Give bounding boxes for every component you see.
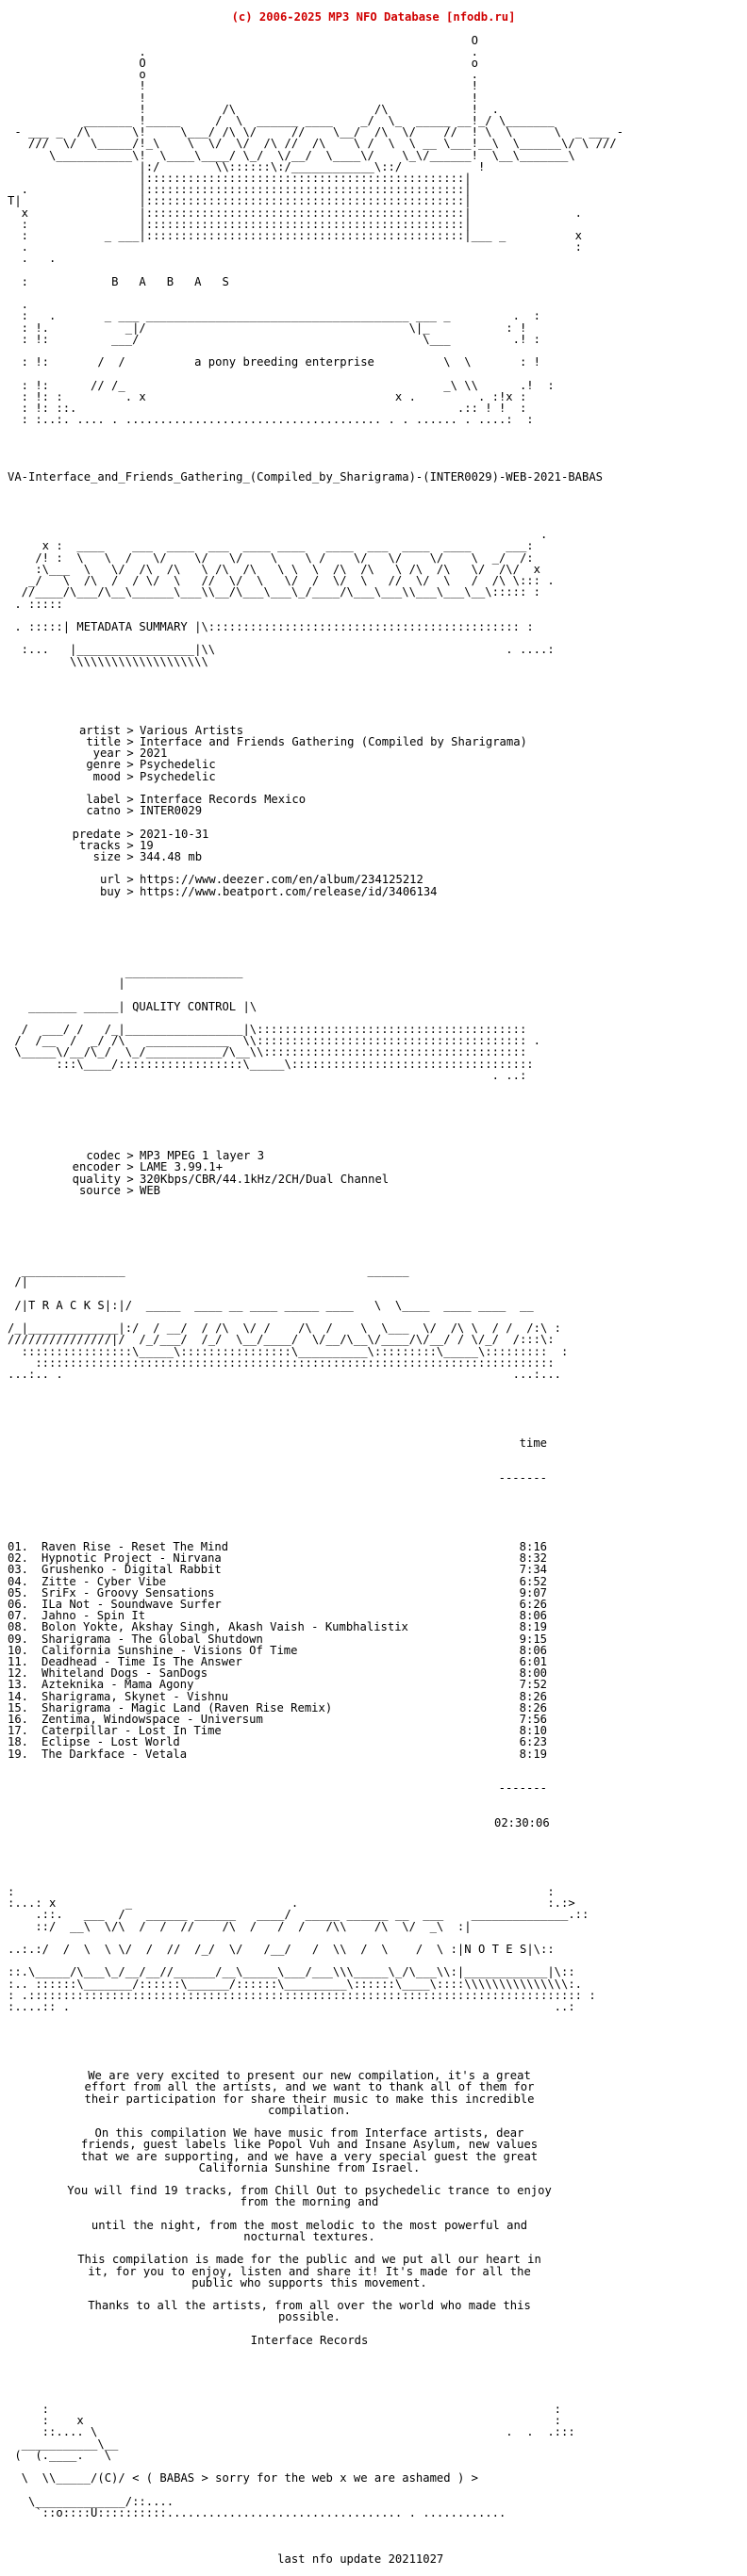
field-value: Psychedelic bbox=[140, 769, 216, 783]
copyright-header: (c) 2006-2025 MP3 NFO Database [nfodb.ru] bbox=[231, 10, 516, 25]
track-row bbox=[8, 1748, 739, 1760]
time-header-rule: ------- bbox=[498, 1470, 547, 1485]
field-value: Psychedelic bbox=[140, 758, 216, 772]
babas-logo-art: O . . O o o . ! ! ! ! ! /\ /\ ! . _______ !_____ / \ ______ ____ _/ \_ _____ __!_/ \_______ - ___ _ /\ \! \___/ /\ \/ // \__/ /\ \/ // ! \ \ \ _ ___ - /// \/ \_____/!_\ \ \/ \/ /\ // /\ \ / \ \ __ \___!__\ \______\/ \ /// \___________\! \____\____/ \_/ \/__/ \____\/ \_\/______! \__\_______\ |:/ \\::::::\:/____________\::/ ! |::::::::::::::::::::::::::::::::::::::::::::::| . |::::::::::::::::::::::::::::::::::::::::::::::| T| |::::::::::::::::::::::::::::::::::::::::::::::| x |::::::::::::::::::::::::::::::::::::::::::::::| . : |::::::::::::::::::::::::::::::::::::::::::::::| : _ ___|::::::::::::::::::::::::::::::::::::::::::::::|___ _ x . : . . bbox=[8, 33, 624, 266]
track-number: 01. bbox=[8, 1539, 29, 1553]
field-value: 19 bbox=[140, 838, 154, 852]
track-title: Azteknika - Mama Agony bbox=[42, 1678, 194, 1692]
track-time: 6:23 bbox=[519, 1735, 547, 1749]
field-value: LAME 3.99.1+ bbox=[140, 1160, 224, 1174]
track-title: Jahno - Spin It bbox=[42, 1609, 146, 1623]
track-time: 6:01 bbox=[519, 1654, 547, 1668]
babas-logo-tagline-line: : !: / / a pony breeding enterprise \ \ : ! bbox=[8, 355, 541, 369]
track-title: Zentima, Windowspace - Universum bbox=[42, 1712, 263, 1726]
track-time: 8:32 bbox=[519, 1551, 547, 1566]
quality-field-quality bbox=[8, 1173, 739, 1185]
field-label: tracks bbox=[78, 838, 121, 852]
track-title: Zitte - Cyber Vibe bbox=[42, 1574, 167, 1588]
field-label: label bbox=[86, 792, 121, 806]
track-number: 05. bbox=[8, 1585, 29, 1600]
track-time: 7:34 bbox=[519, 1563, 547, 1577]
track-number: 14. bbox=[8, 1689, 29, 1703]
tracks-title-line: /|T R A C K S|:|/ _____ ____ __ ____ _____ ____ \ \____ ____ ____ __ bbox=[8, 1298, 534, 1312]
metadata-field-mood bbox=[8, 771, 739, 782]
brand-letters: B A B A S bbox=[111, 274, 229, 288]
field-value: 344.48 mb bbox=[140, 849, 203, 863]
field-separator: > bbox=[126, 838, 134, 852]
track-title: Caterpillar - Lost In Time bbox=[42, 1724, 222, 1738]
metadata-banner-art: . x : ____ ___ ____ ___ ____ ____ ____ ___ ____ ____ ___: /! : \ \ / \/ \/ \/ \ \ / \/ \/ \/ \ _/ /: :\___ \ \/ /\ /\ \ /\ /\ \ \ \ /\ /\ \ /\ /\ \/ /\/ x _/ \ /\ / / \/ \ // \/ \ \/ / \/ \ // \/ \ / /\ \::: . //____/\___/\__\______\___\\__/\___\___\_/____/\___\___\\___\___\__\::::: : . ::::: bbox=[14, 528, 555, 611]
track-number: 02. bbox=[8, 1551, 29, 1566]
track-number: 17. bbox=[8, 1724, 29, 1738]
track-time: 8:19 bbox=[519, 1747, 547, 1761]
field-label: size bbox=[92, 849, 121, 863]
field-value: INTER0029 bbox=[140, 804, 203, 818]
field-label: encoder bbox=[72, 1160, 121, 1174]
track-number: 06. bbox=[8, 1597, 29, 1611]
field-label: codec bbox=[86, 1149, 121, 1163]
notes-banner-art-bottom: ::.\_____/\___\_/__/__//______/__\_____\___/___\\\_____\_/\___\\:|____________|\:: :.. ::::::\_______/::::::\______/::::::\_________\::::::\____\::::\\\\\\\\\\\\\\\:. : .:::::::::::::::::::::::::::::::::::::::::::::::::::::::::::::::::::::::::::::::: : :....:: . ..: bbox=[8, 1965, 596, 2014]
track-title: Whiteland Dogs - SanDogs bbox=[42, 1666, 208, 1681]
field-label: catno bbox=[86, 804, 121, 818]
notes-title-line: ..:.:/ / \ \ \/ / // /_/ \/ /__/ / \\ / \ / \ :|N O T E S|\:: bbox=[8, 1943, 555, 1957]
track-number: 09. bbox=[8, 1632, 29, 1646]
track-title: Sharigrama - Magic Land (Raven Rise Remix) bbox=[42, 1700, 333, 1715]
track-title: Sharigrama, Skynet - Vishnu bbox=[42, 1689, 229, 1703]
track-title: California Sunshine - Visions Of Time bbox=[42, 1643, 298, 1657]
track-title: Hypnotic Project - Nirvana bbox=[42, 1551, 222, 1566]
field-value: Interface and Friends Gathering (Compiled by Sharigrama) bbox=[140, 734, 527, 748]
metadata-section-title: METADATA SUMMARY bbox=[76, 619, 188, 633]
field-label: mood bbox=[92, 769, 121, 783]
track-number: 11. bbox=[8, 1654, 29, 1668]
metadata-field-genre bbox=[8, 759, 739, 770]
field-separator: > bbox=[126, 769, 134, 783]
track-number: 13. bbox=[8, 1678, 29, 1692]
field-separator: > bbox=[126, 723, 134, 737]
notes-paragraph: You will find 19 tracks, from Chill Out to psychedelic trance to enjoy from the morning and bbox=[67, 2184, 552, 2209]
field-label: title bbox=[86, 734, 121, 748]
track-number: 12. bbox=[8, 1666, 29, 1681]
babas-logo-art-lower: . : . _ ___ ______________________________________ ___ _ . : : !. _|/ \|_ : ! : !: ___/ \___ .! : bbox=[21, 298, 540, 346]
metadata-banner-art-bottom: :... |_________________|\\ . ....: \\\\\\\\\\\\\\\\\\\\ bbox=[21, 643, 555, 668]
field-label: genre bbox=[86, 758, 121, 772]
track-title: Deadhead - Time Is The Answer bbox=[42, 1654, 242, 1668]
track-number: 19. bbox=[8, 1747, 29, 1761]
field-value: MP3 MPEG 1 layer 3 bbox=[140, 1149, 265, 1163]
nfo-document bbox=[8, 0, 739, 2576]
tracks-section-title: T R A C K S bbox=[28, 1298, 105, 1312]
metadata-title-line: . :::::| METADATA SUMMARY |\::::::::::::::::::::::::::::::::::::::::::::: : bbox=[8, 619, 534, 633]
track-number: 08. bbox=[8, 1620, 29, 1634]
field-value: Various Artists bbox=[140, 723, 244, 737]
metadata-field-predate bbox=[8, 829, 739, 840]
track-time: 8:00 bbox=[519, 1666, 547, 1681]
track-title: ILa Not - Soundwave Surfer bbox=[42, 1597, 222, 1611]
track-number: 07. bbox=[8, 1609, 29, 1623]
track-title: Raven Rise - Reset The Mind bbox=[42, 1539, 229, 1553]
field-separator: > bbox=[126, 827, 134, 841]
field-value: Interface Records Mexico bbox=[140, 792, 307, 806]
track-row bbox=[8, 1691, 739, 1702]
field-separator: > bbox=[126, 1172, 134, 1186]
footer-slogan: < ( BABAS > sorry for the web x we are ashamed ) > bbox=[132, 2471, 478, 2486]
quality-field-source bbox=[8, 1185, 739, 1196]
field-value: 2021-10-31 bbox=[140, 827, 209, 841]
field-value: 320Kbps/CBR/44.1kHz/2CH/Dual Channel bbox=[140, 1172, 390, 1186]
notes-section-title: N O T E S bbox=[464, 1943, 527, 1957]
field-value[interactable]: https://www.deezer.com/en/album/234125212 bbox=[140, 873, 423, 887]
time-header: time bbox=[519, 1436, 547, 1451]
track-time: 8:26 bbox=[519, 1700, 547, 1715]
track-time: 9:15 bbox=[519, 1632, 547, 1646]
track-row bbox=[8, 1679, 739, 1690]
track-row bbox=[8, 1736, 739, 1747]
track-time: 7:52 bbox=[519, 1678, 547, 1692]
field-separator: > bbox=[126, 1160, 134, 1174]
metadata-field-size bbox=[8, 851, 739, 862]
field-label: predate bbox=[72, 827, 121, 841]
track-title: Eclipse - Lost World bbox=[42, 1735, 180, 1749]
field-label: year bbox=[92, 747, 121, 761]
total-time: 02:30:06 bbox=[494, 1815, 550, 1829]
field-label: buy bbox=[99, 884, 121, 898]
metadata-field-catno bbox=[8, 805, 739, 816]
logo-tagline: a pony breeding enterprise bbox=[194, 355, 374, 369]
quality-banner-art: _________________ | bbox=[118, 964, 243, 991]
notes-paragraph: We are very excited to present our new compilation, it's a great effort from all the artists, and we want to thank all of them for their participation for share their music to make this incredible compilation. bbox=[84, 2069, 535, 2117]
field-label: url bbox=[99, 873, 121, 887]
babas-logo-brand-line: : B A B A S bbox=[8, 274, 229, 288]
footer-art: : : : x : ::.... \ . . .::: ___________\__ ( (.____. \ bbox=[14, 2403, 575, 2462]
field-separator: > bbox=[126, 747, 134, 761]
track-time: 6:26 bbox=[519, 1597, 547, 1611]
track-title: Bolon Yokte, Akshay Singh, Akash Vaish - Kumbhalistix bbox=[42, 1620, 408, 1634]
notes-banner-art: : : :...: x _ . :.:> .::. ___ / ______ ______ ____/ _____ ______ __ ___ ______________.:: ::/ __\ \/\ / / // /\ / / / /\\ /\ \/ _\ :| bbox=[8, 1885, 589, 1933]
track-number: 16. bbox=[8, 1712, 29, 1726]
tracklist bbox=[8, 1415, 739, 1841]
field-label: quality bbox=[72, 1172, 121, 1186]
field-separator: > bbox=[126, 734, 134, 748]
track-title: Sharigrama - The Global Shutdown bbox=[42, 1632, 263, 1646]
notes-paragraph: On this compilation We have music from Interface artists, dear friends, guest labels like Popol Vuh and Insane Asylum, new values that we are supporting, and we have a very special guest the great California Sunshine from Israel. bbox=[80, 2126, 539, 2174]
field-separator: > bbox=[126, 758, 134, 772]
quality-title-line: _______ _____| QUALITY CONTROL |\ bbox=[8, 999, 257, 1013]
quality-section-title: QUALITY CONTROL bbox=[132, 999, 237, 1013]
last-update: last nfo update 20211027 bbox=[277, 2551, 444, 2566]
release-name: VA-Interface_and_Friends_Gathering_(Compiled_by_Sharigrama)-(INTER0029)-WEB-2021-BABAS bbox=[8, 470, 604, 484]
track-time: 8:06 bbox=[519, 1643, 547, 1657]
field-separator: > bbox=[126, 1183, 134, 1197]
field-label: artist bbox=[78, 723, 121, 737]
track-time: 8:06 bbox=[519, 1609, 547, 1623]
track-row bbox=[8, 1621, 739, 1633]
track-row bbox=[8, 1633, 739, 1645]
field-separator: > bbox=[126, 804, 134, 818]
total-rule: ------- bbox=[498, 1781, 547, 1796]
last-update-row bbox=[8, 2553, 739, 2565]
notes-paragraph: Interface Records bbox=[250, 2333, 369, 2347]
track-time: 8:16 bbox=[519, 1539, 547, 1553]
field-label: source bbox=[78, 1183, 121, 1197]
tracks-banner-art-bottom: /_|_____________|:/ / __/ / /\ \/ / /\ / \ \___ \/ /\ \ / / /:\ : ///////////////|/ /_/___/ /_/ \__/____/ \/__/\__\/____/\/__/ / \/_/ /:::\: ::::::::::::::::\_____\::::::::::::::::\__________\:::::::::\_____\::::::::: : ::::::::::::::::::::::::::::::::::::::::::::::::::::::::::::::::::::::::::: ...:.. . ...:... bbox=[8, 1321, 569, 1381]
quality-banner-art-bottom: / ___/ / /_|_________________|\::::::::::::::::::::::::::::::::::::::: / /__ / _/ /\ ____________ \\::::::::::::::::::::::::::::::::::::::: . \_____\/__/\_/ \_/___________/\__\\:::::::::::::::::::::::::::::::::::::: :::\____/::::::::::::::::::\_____\::::::::::::::::::::::::::::::::::: . ..: bbox=[14, 1022, 540, 1082]
track-number: 10. bbox=[8, 1643, 29, 1657]
track-row bbox=[8, 1576, 739, 1587]
field-value: WEB bbox=[140, 1183, 161, 1197]
field-value: 2021 bbox=[140, 747, 168, 761]
track-number: 03. bbox=[8, 1563, 29, 1577]
time-column-header bbox=[8, 1437, 739, 1449]
notes-paragraph: Thanks to all the artists, from all over the world who made this possible. bbox=[88, 2299, 531, 2324]
field-separator: > bbox=[126, 873, 134, 887]
notes-text bbox=[8, 2047, 739, 2357]
total-time-row bbox=[8, 1817, 739, 1829]
track-time: 7:56 bbox=[519, 1712, 547, 1726]
track-time: 6:52 bbox=[519, 1574, 547, 1588]
notes-paragraph: This compilation is made for the public and we put all our heart in it, for you to enjoy, listen and share it! It's made for all the public who supports this movement. bbox=[77, 2253, 541, 2289]
track-number: 15. bbox=[8, 1700, 29, 1715]
metadata-field-buy bbox=[8, 886, 739, 897]
field-separator: > bbox=[126, 849, 134, 863]
notes-paragraph: until the night, from the most melodic to the most powerful and nocturnal textures. bbox=[91, 2218, 528, 2244]
track-number: 04. bbox=[8, 1574, 29, 1588]
track-time: 9:07 bbox=[519, 1585, 547, 1600]
footer-slogan-line: \ \\_____/(C)/ < ( BABAS > sorry for the web x we are ashamed ) > bbox=[8, 2471, 478, 2486]
quality-fields bbox=[8, 1127, 739, 1207]
track-time: 8:10 bbox=[519, 1724, 547, 1738]
track-time: 8:19 bbox=[519, 1620, 547, 1634]
footer-art-bottom: \_____________/::.... `::o::::U::::::::::.................................. . ............ bbox=[28, 2494, 506, 2519]
track-number: 18. bbox=[8, 1735, 29, 1749]
babas-logo-art-bottom: : !: // /_ _\ \\ .! : : !: : . x x . . :!x : : !: ::. .:: ! ! : : :..:. .... . ..................................... . . ...... . ....: : bbox=[21, 378, 555, 427]
field-separator: > bbox=[126, 792, 134, 806]
track-title: The Darkface - Vetala bbox=[42, 1747, 188, 1761]
track-title: Grushenko - Digital Rabbit bbox=[42, 1563, 222, 1577]
tracks-banner-art: _______________ ______ /| bbox=[14, 1264, 409, 1289]
track-time: 8:26 bbox=[519, 1689, 547, 1703]
track-row bbox=[8, 1564, 739, 1575]
field-value[interactable]: https://www.beatport.com/release/id/3406134 bbox=[140, 884, 438, 898]
field-separator: > bbox=[126, 884, 134, 898]
track-title: SriFx - Groovy Sensations bbox=[42, 1585, 215, 1600]
field-separator: > bbox=[126, 1149, 134, 1163]
metadata-fields bbox=[8, 701, 739, 909]
